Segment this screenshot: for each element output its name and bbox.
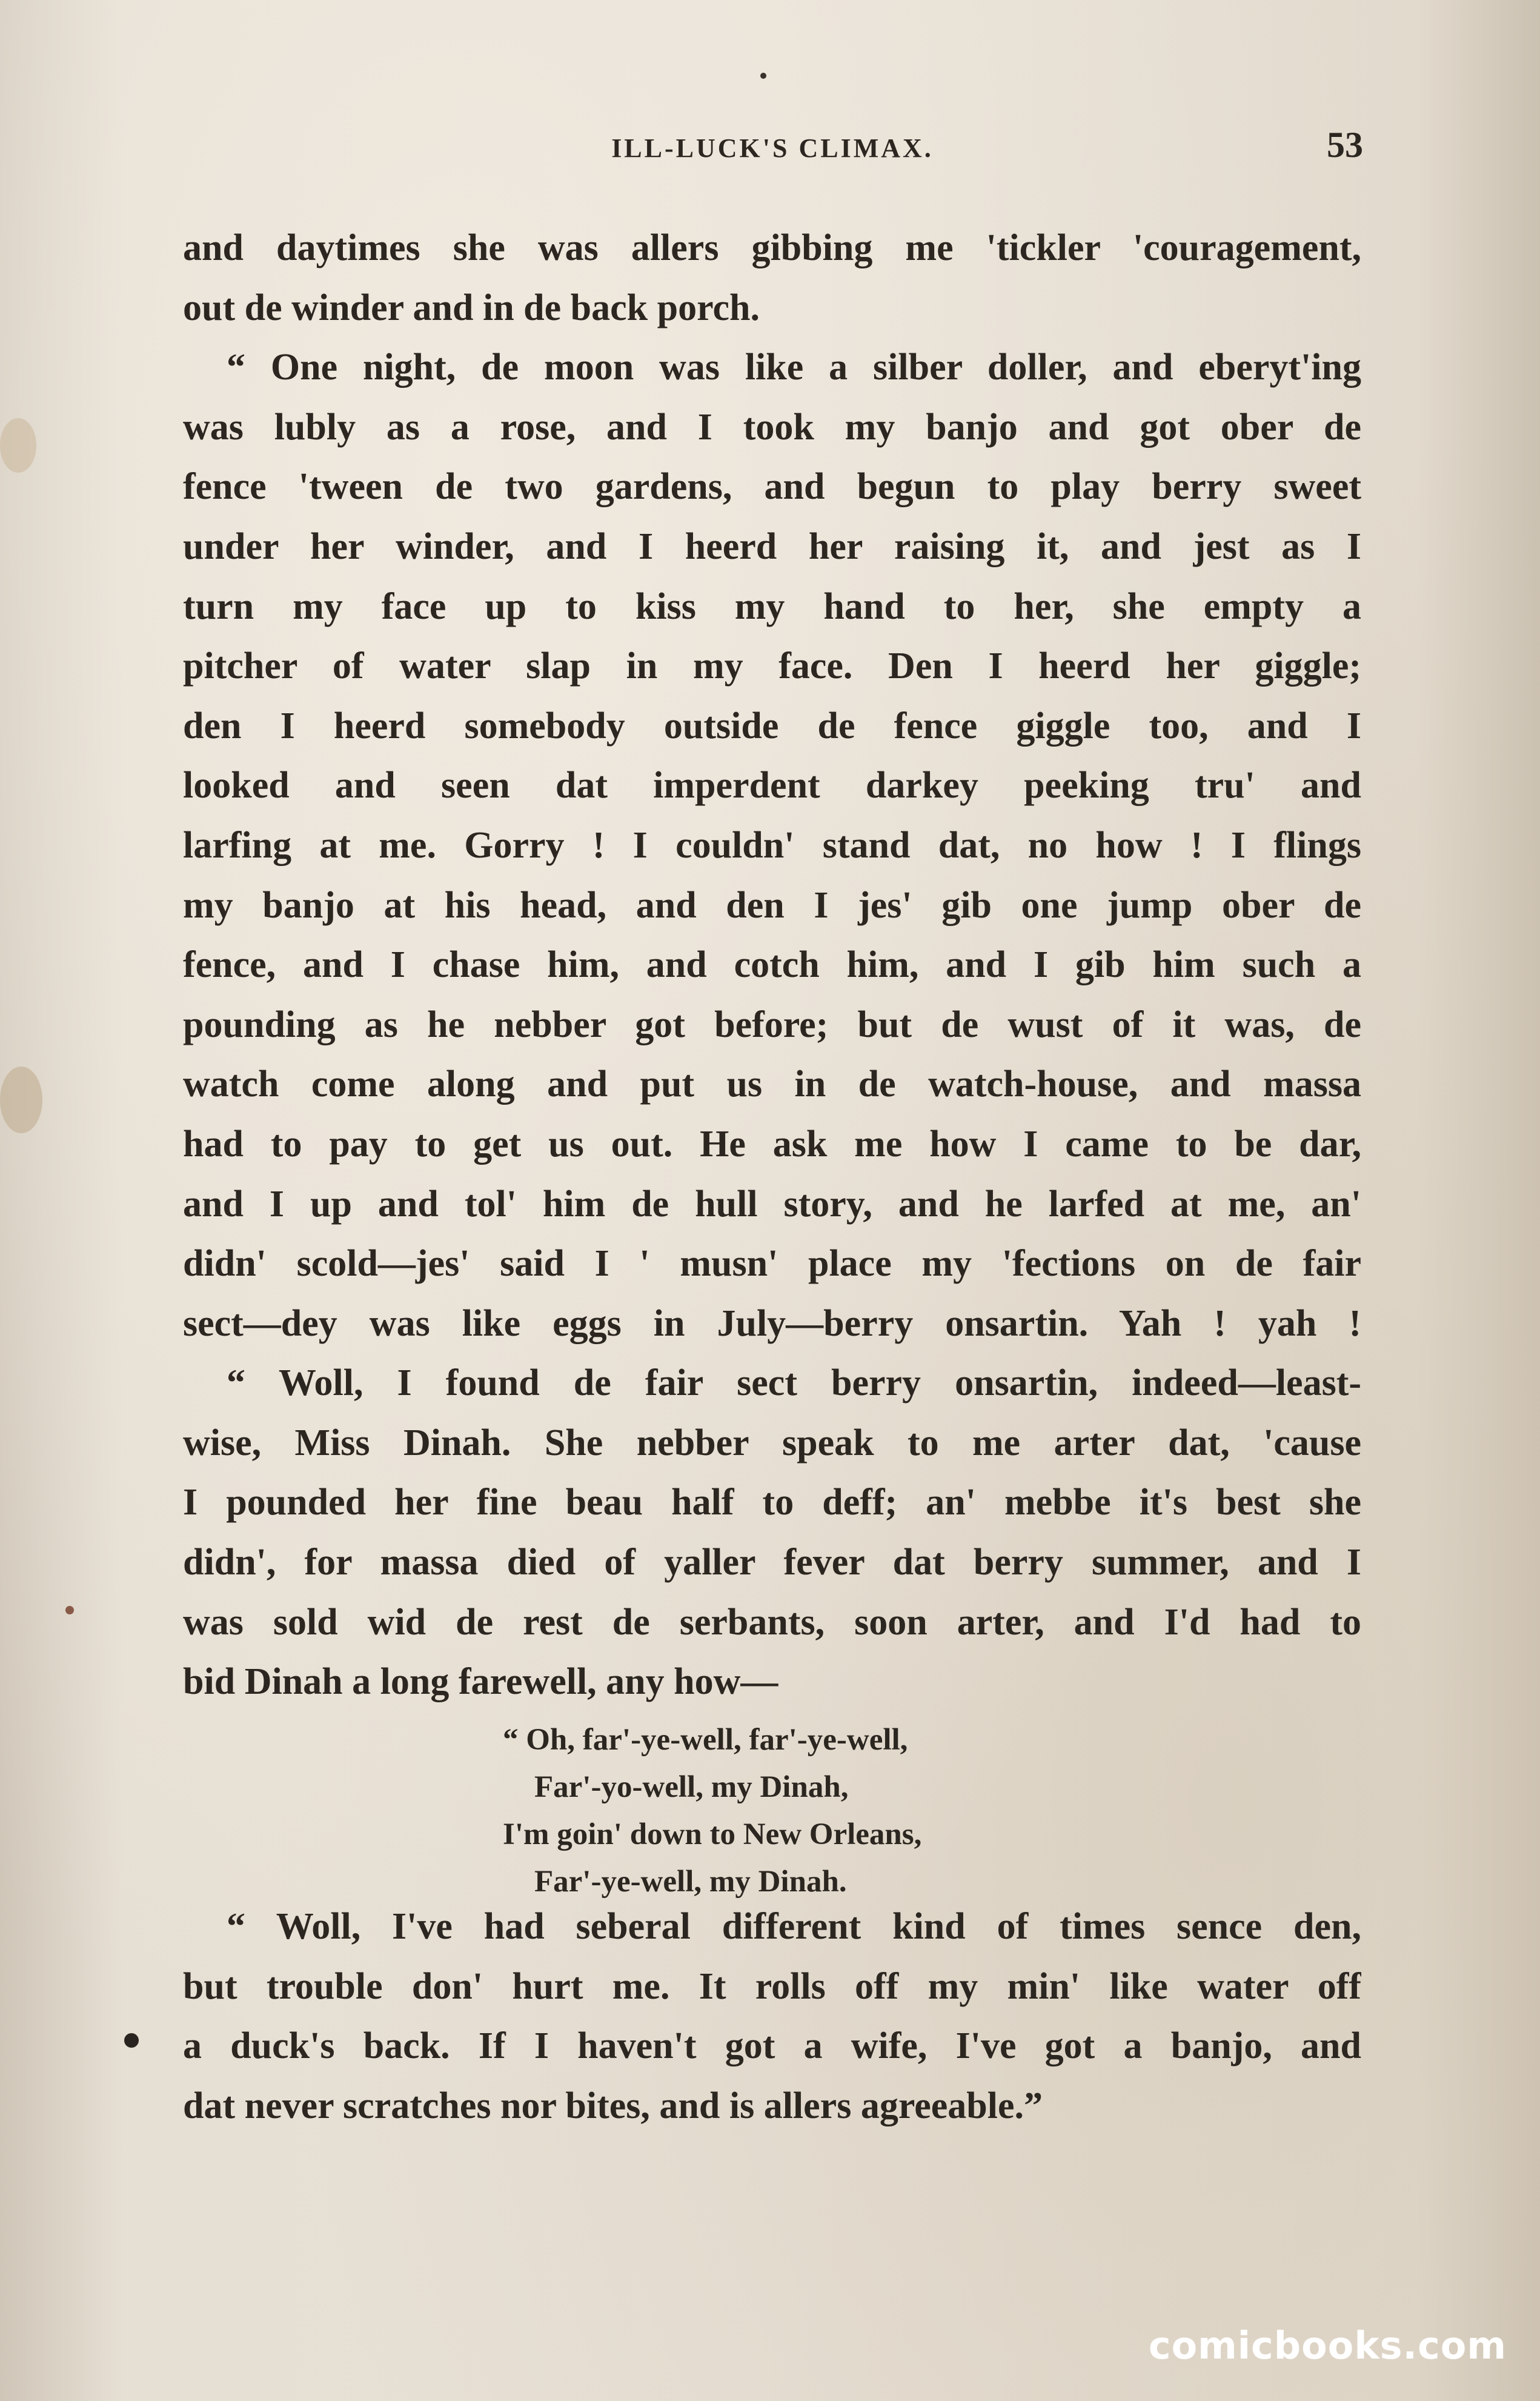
paper-stain — [0, 418, 36, 473]
text-line: was lubly as a rose, and I took my banjo and got ober de — [183, 406, 1361, 448]
verse-line: Far'-yo-well, my Dinah, — [534, 1770, 849, 1804]
text-line: larfing at me. Gorry ! I couldn' stand dat, no how ! I flings — [183, 824, 1361, 866]
text-line: watch come along and put us in de watch-house, and massa — [183, 1064, 1361, 1105]
text-line: fence, and I chase him, and cotch him, and I gib him such a — [183, 944, 1361, 986]
body-text — [183, 218, 1361, 1712]
text-line: dat never scratches nor bites, and is allers agreeable.” — [183, 2085, 1043, 2126]
text-line: looked and seen dat imperdent darkey peeking tru' and — [183, 765, 1361, 807]
text-line: fence 'tween de two gardens, and begun to play berry sweet — [183, 466, 1361, 508]
text-line: a duck's back. If I haven't got a wife, I've got a banjo, and — [183, 2025, 1361, 2067]
text-line: bid Dinah a long farewell, any how— — [183, 1661, 778, 1703]
paper-stain — [0, 1067, 42, 1133]
ink-speck — [124, 2033, 139, 2048]
song-verse — [503, 1716, 1230, 1905]
text-line: I pounded her fine beau half to deff; an' mebbe it's best she — [183, 1482, 1361, 1524]
page-number: 53 — [1327, 125, 1363, 165]
text-line: and daytimes she was allers gibbing me 'tickler 'couragement, — [183, 227, 1361, 268]
text-line: turn my face up to kiss my hand to her, she empty a — [183, 585, 1361, 627]
text-line: pounding as he nebber got before; but de wust of it was, de — [183, 1004, 1361, 1045]
text-line: and I up and tol' him de hull story, and he larfed at me, an' — [183, 1183, 1361, 1225]
text-line: “ Woll, I've had seberal different kind of times sence den, — [227, 1906, 1361, 1947]
text-line: didn', for massa died of yaller fever dat berry summer, and I — [183, 1542, 1361, 1583]
text-line: under her winder, and I heerd her raising it, and jest as I — [183, 525, 1361, 567]
text-line: had to pay to get us out. He ask me how I came to be dar, — [183, 1123, 1361, 1165]
text-line: was sold wid de rest de serbants, soon arter, and I'd had to — [183, 1601, 1361, 1643]
text-line: but trouble don' hurt me. It rolls off my min' like water off — [183, 1965, 1361, 2007]
text-line: “ One night, de moon was like a silber doller, and eberyt'ing — [227, 347, 1361, 388]
text-line: didn' scold—jes' said I ' musn' place my 'fections on de fair — [183, 1243, 1361, 1285]
closing-paragraph — [183, 1897, 1361, 2136]
running-title: ILL-LUCK'S CLIMAX. — [611, 133, 934, 163]
watermark-text: comicbooks.com — [1148, 2323, 1507, 2368]
text-line: wise, Miss Dinah. She nebber speak to me arter dat, 'cause — [183, 1422, 1361, 1464]
running-head — [182, 124, 1363, 167]
ink-speck — [760, 73, 766, 79]
text-line: my banjo at his head, and den I jes' gib one jump ober de — [183, 884, 1361, 926]
verse-line: “ Oh, far'-ye-well, far'-ye-well, — [503, 1723, 908, 1757]
text-line: “ Woll, I found de fair sect berry onsartin, indeed—least- — [227, 1362, 1361, 1404]
text-line: out de winder and in de back porch. — [183, 287, 760, 328]
text-line: pitcher of water slap in my face. Den I heerd her giggle; — [183, 645, 1361, 687]
ink-speck — [65, 1606, 74, 1614]
verse-line: Far'-ye-well, my Dinah. — [534, 1865, 847, 1899]
text-line: den I heerd somebody outside de fence giggle too, and I — [183, 705, 1361, 747]
verse-line: I'm goin' down to New Orleans, — [503, 1817, 922, 1851]
text-line: sect—dey was like eggs in July—berry onsartin. Yah ! yah ! — [183, 1302, 1361, 1344]
